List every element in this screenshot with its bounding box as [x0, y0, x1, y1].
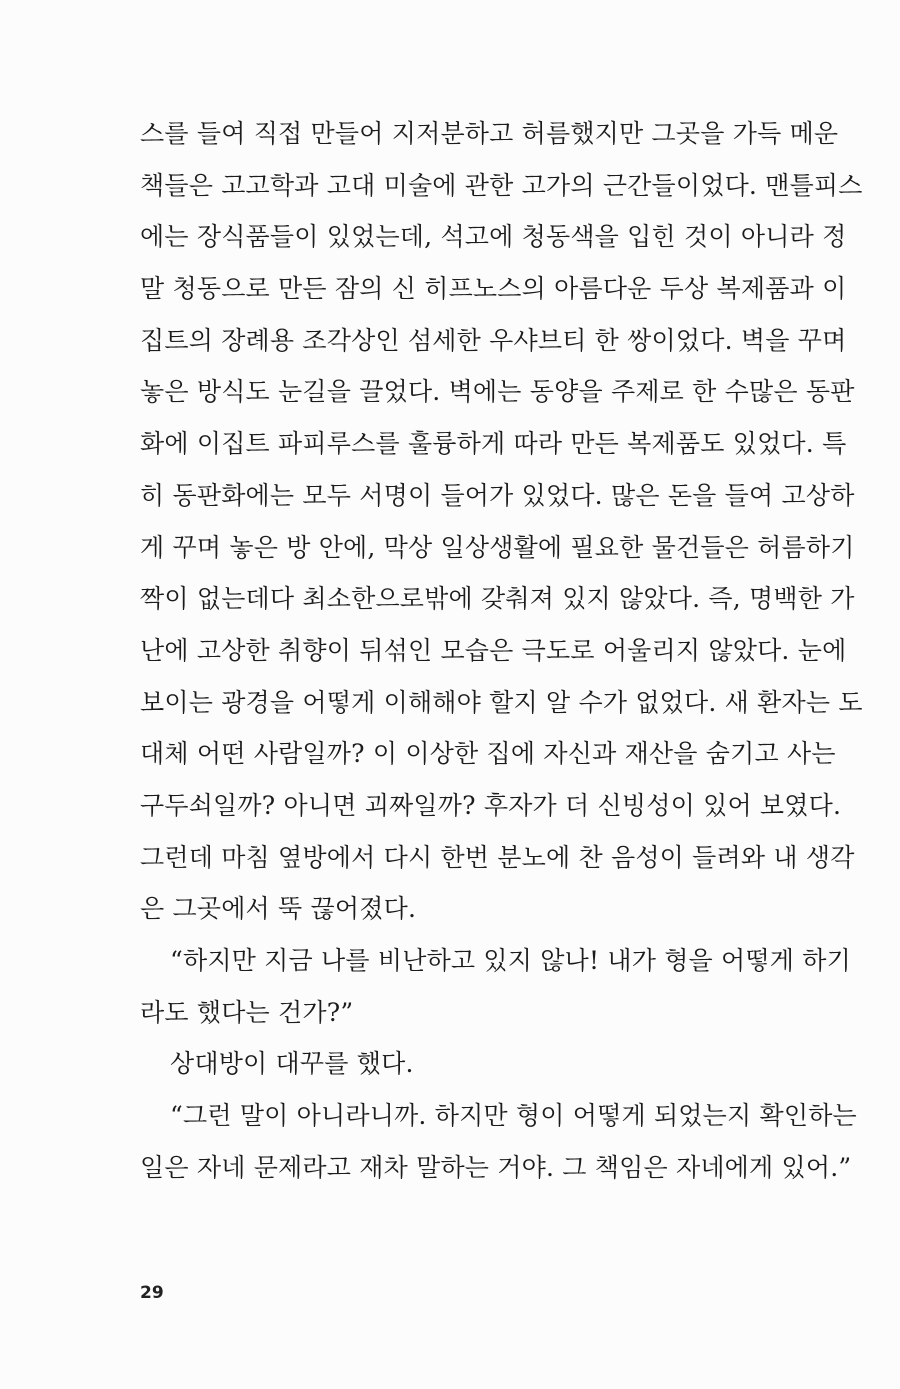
text-line: 은 그곳에서 뚝 끊어졌다. [140, 894, 417, 924]
page-number: 29 [140, 1283, 164, 1303]
text-line: 일은 자네 문제라고 재차 말하는 거야. 그 책임은 자네에게 있어.” [140, 1152, 852, 1182]
text-line: 대체 어떤 사람일까? 이 이상한 집에 자신과 재산을 숨기고 사는 [140, 739, 836, 769]
text-line: 스를 들여 직접 만들어 지저분하고 허름했지만 그곳을 가득 메운 [140, 119, 839, 148]
text-line: 집트의 장례용 조각상인 섬세한 우샤브티 한 쌍이었다. 벽을 꾸며 [140, 325, 847, 355]
text-line: “하지만 지금 나를 비난하고 있지 않나! 내가 형을 어떻게 하기 [170, 946, 851, 975]
text-line: 그런데 마침 옆방에서 다시 한번 분노에 찬 음성이 들려와 내 생각 [140, 842, 855, 872]
text-line: 책들은 고고학과 고대 미술에 관한 고가의 근간들이었다. 맨틀피스 [140, 170, 863, 200]
text-line: 말 청동으로 만든 잠의 신 히프노스의 아름다운 두상 복제품과 이 [140, 274, 847, 304]
text-line: 보이는 광경을 어떻게 이해해야 할지 알 수가 없었다. 새 환자는 도 [140, 687, 863, 717]
text-line: 놓은 방식도 눈길을 끌었다. 벽에는 동양을 주제로 한 수많은 동판 [140, 377, 855, 407]
text-line: 난에 고상한 취향이 뒤섞인 모습은 극도로 어울리지 않았다. 눈에 [140, 635, 847, 665]
body-text [140, 108, 863, 1193]
text-line: 에는 장식품들이 있었는데, 석고에 청동색을 입힌 것이 아니라 정 [140, 222, 847, 252]
text-line: 게 꾸며 놓은 방 안에, 막상 일상생활에 필요한 물건들은 허름하기 [140, 532, 855, 562]
text-line: 라도 했다는 건가?” [140, 997, 354, 1027]
text-line: “그런 말이 아니라니까. 하지만 형이 어떻게 되었는지 확인하는 [170, 1101, 857, 1131]
text-line: 구두쇠일까? 아니면 괴짜일까? 후자가 더 신빙성이 있어 보였다. [140, 790, 842, 820]
text-line: 상대방이 대꾸를 했다. [170, 1049, 414, 1079]
text-line: 짝이 없는데다 최소한으로밖에 갖춰져 있지 않았다. 즉, 명백한 가 [140, 584, 855, 614]
text-line: 화에 이집트 파피루스를 훌륭하게 따라 만든 복제품도 있었다. 특 [140, 429, 847, 459]
text-line: 히 동판화에는 모두 서명이 들어가 있었다. 많은 돈을 들여 고상하 [140, 480, 855, 510]
